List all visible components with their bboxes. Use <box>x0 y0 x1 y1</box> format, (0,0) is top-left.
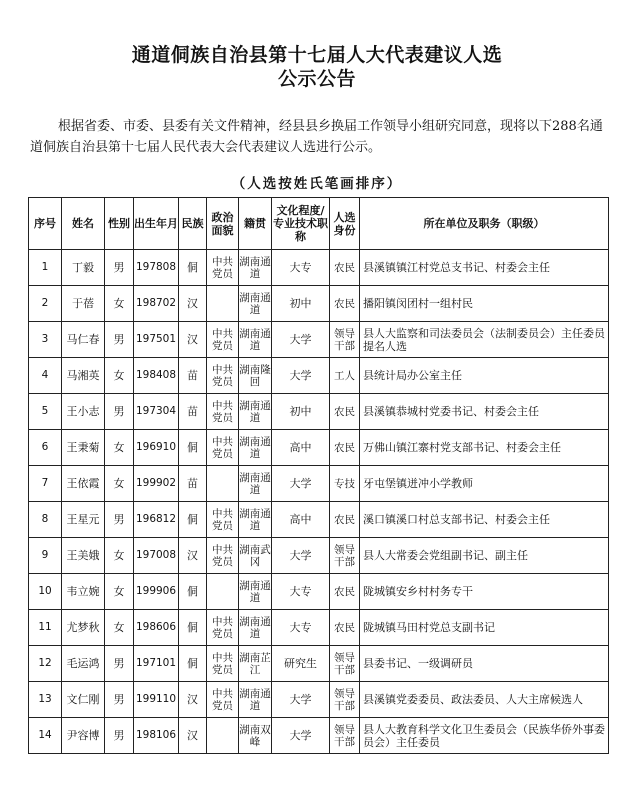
cell-name: 马湘英 <box>62 358 105 394</box>
cell-identity: 农民 <box>330 502 360 538</box>
cell-birth: 199902 <box>134 466 179 502</box>
sort-note: （人选按姓氏笔画排序） <box>231 176 403 192</box>
cell-education: 高中 <box>272 430 330 466</box>
cell-identity: 农民 <box>330 610 360 646</box>
cell-gender: 女 <box>105 574 134 610</box>
header-party: 政治面貌 <box>207 198 239 250</box>
cell-position: 县人大监察和司法委员会（法制委员会）主任委员提名人选 <box>360 322 609 358</box>
cell-ethnic: 苗 <box>179 358 207 394</box>
cell-position: 县溪镇镇江村党总支书记、村委会主任 <box>360 250 609 286</box>
cell-origin: 湖南武冈 <box>239 538 272 574</box>
header-no: 序号 <box>29 198 62 250</box>
cell-identity: 农民 <box>330 430 360 466</box>
cell-party: 中共党员 <box>207 322 239 358</box>
table-row <box>29 358 609 394</box>
cell-birth: 196910 <box>134 430 179 466</box>
table-row <box>29 322 609 358</box>
cell-no: 11 <box>29 610 62 646</box>
header-education: 文化程度/专业技术职称 <box>272 198 330 250</box>
cell-origin: 湖南双峰 <box>239 718 272 754</box>
cell-position: 溪口镇溪口村总支部书记、村委会主任 <box>360 502 609 538</box>
cell-gender: 女 <box>105 358 134 394</box>
cell-ethnic: 汉 <box>179 322 207 358</box>
cell-origin: 湖南通道 <box>239 682 272 718</box>
table-row <box>29 502 609 538</box>
cell-no: 9 <box>29 538 62 574</box>
table-row <box>29 718 609 754</box>
cell-party <box>207 574 239 610</box>
cell-birth: 199906 <box>134 574 179 610</box>
cell-name: 王秉菊 <box>62 430 105 466</box>
cell-birth: 198408 <box>134 358 179 394</box>
table-row <box>29 466 609 502</box>
cell-no: 14 <box>29 718 62 754</box>
cell-gender: 男 <box>105 682 134 718</box>
cell-birth: 197808 <box>134 250 179 286</box>
header-name: 姓名 <box>62 198 105 250</box>
cell-identity: 农民 <box>330 574 360 610</box>
table-row <box>29 286 609 322</box>
cell-origin: 湖南芷江 <box>239 646 272 682</box>
candidate-table <box>28 197 609 754</box>
cell-party <box>207 466 239 502</box>
cell-education: 大学 <box>272 718 330 754</box>
cell-party: 中共党员 <box>207 646 239 682</box>
cell-identity: 领导干部 <box>330 322 360 358</box>
cell-no: 5 <box>29 394 62 430</box>
cell-position: 县委书记、一级调研员 <box>360 646 609 682</box>
cell-identity: 领导干部 <box>330 538 360 574</box>
cell-party: 中共党员 <box>207 430 239 466</box>
cell-name: 丁毅 <box>62 250 105 286</box>
header-position: 所在单位及职务（职级） <box>360 198 609 250</box>
cell-birth: 197008 <box>134 538 179 574</box>
table-row <box>29 430 609 466</box>
cell-education: 高中 <box>272 502 330 538</box>
cell-no: 7 <box>29 466 62 502</box>
cell-gender: 女 <box>105 430 134 466</box>
cell-position: 县溪镇党委委员、政法委员、人大主席候选人 <box>360 682 609 718</box>
cell-ethnic: 汉 <box>179 538 207 574</box>
table-row <box>29 250 609 286</box>
cell-origin: 湖南通道 <box>239 322 272 358</box>
cell-ethnic: 汉 <box>179 286 207 322</box>
cell-name: 王依霞 <box>62 466 105 502</box>
cell-position: 县统计局办公室主任 <box>360 358 609 394</box>
cell-origin: 湖南通道 <box>239 466 272 502</box>
cell-education: 研究生 <box>272 646 330 682</box>
cell-name: 马仁春 <box>62 322 105 358</box>
cell-ethnic: 侗 <box>179 502 207 538</box>
cell-name: 王美娥 <box>62 538 105 574</box>
cell-position: 牙屯堡镇迸冲小学教师 <box>360 466 609 502</box>
cell-birth: 198106 <box>134 718 179 754</box>
cell-origin: 湖南通道 <box>239 286 272 322</box>
cell-birth: 197501 <box>134 322 179 358</box>
cell-no: 3 <box>29 322 62 358</box>
cell-ethnic: 侗 <box>179 574 207 610</box>
cell-education: 大专 <box>272 250 330 286</box>
header-ethnic: 民族 <box>179 198 207 250</box>
cell-position: 陇城镇安乡村村务专干 <box>360 574 609 610</box>
page-title: 通道侗族自治县第十七届人大代表建议人选 <box>131 44 503 66</box>
cell-ethnic: 侗 <box>179 646 207 682</box>
cell-name: 于蓓 <box>62 286 105 322</box>
cell-no: 12 <box>29 646 62 682</box>
cell-origin: 湖南隆回 <box>239 358 272 394</box>
cell-name: 毛运鸿 <box>62 646 105 682</box>
cell-no: 2 <box>29 286 62 322</box>
cell-identity: 农民 <box>330 286 360 322</box>
cell-gender: 女 <box>105 286 134 322</box>
intro-text: 根据省委、市委、县委有关文件精神，经县县乡换届工作领导小组研究同意，现将以下288名通道侗族自治县第十七届人民代表大会代表建议人选进行公示。 <box>30 119 603 155</box>
cell-position: 县溪镇恭城村党委书记、村委会主任 <box>360 394 609 430</box>
cell-position: 万佛山镇江寨村党支部书记、村委会主任 <box>360 430 609 466</box>
table-row <box>29 538 609 574</box>
cell-party: 中共党员 <box>207 502 239 538</box>
cell-gender: 女 <box>105 466 134 502</box>
cell-identity: 领导干部 <box>330 718 360 754</box>
header-birth: 出生年月 <box>134 198 179 250</box>
cell-party <box>207 718 239 754</box>
cell-gender: 女 <box>105 538 134 574</box>
cell-party: 中共党员 <box>207 250 239 286</box>
cell-ethnic: 侗 <box>179 430 207 466</box>
cell-no: 4 <box>29 358 62 394</box>
cell-gender: 男 <box>105 646 134 682</box>
cell-name: 文仁刚 <box>62 682 105 718</box>
table-row <box>29 574 609 610</box>
cell-identity: 农民 <box>330 250 360 286</box>
cell-party: 中共党员 <box>207 394 239 430</box>
cell-gender: 男 <box>105 250 134 286</box>
cell-name: 尤梦秋 <box>62 610 105 646</box>
cell-birth: 197304 <box>134 394 179 430</box>
cell-gender: 女 <box>105 610 134 646</box>
cell-identity: 专技 <box>330 466 360 502</box>
cell-origin: 湖南通道 <box>239 502 272 538</box>
cell-gender: 男 <box>105 394 134 430</box>
cell-no: 8 <box>29 502 62 538</box>
cell-name: 王星元 <box>62 502 105 538</box>
header-gender: 性别 <box>105 198 134 250</box>
cell-no: 13 <box>29 682 62 718</box>
cell-birth: 198606 <box>134 610 179 646</box>
cell-ethnic: 苗 <box>179 394 207 430</box>
cell-gender: 男 <box>105 502 134 538</box>
cell-identity: 领导干部 <box>330 646 360 682</box>
cell-position: 县人大教育科学文化卫生委员会（民族华侨外事委员会）主任委员 <box>360 718 609 754</box>
cell-birth: 196812 <box>134 502 179 538</box>
cell-party: 中共党员 <box>207 358 239 394</box>
header-identity: 人选身份 <box>330 198 360 250</box>
cell-birth: 199110 <box>134 682 179 718</box>
table-row <box>29 394 609 430</box>
cell-birth: 197101 <box>134 646 179 682</box>
cell-education: 大学 <box>272 538 330 574</box>
cell-origin: 湖南通道 <box>239 610 272 646</box>
cell-ethnic: 苗 <box>179 466 207 502</box>
cell-education: 大学 <box>272 466 330 502</box>
cell-education: 初中 <box>272 286 330 322</box>
cell-name: 韦立婉 <box>62 574 105 610</box>
table-row <box>29 610 609 646</box>
cell-position: 县人大常委会党组副书记、副主任 <box>360 538 609 574</box>
cell-identity: 工人 <box>330 358 360 394</box>
cell-origin: 湖南通道 <box>239 574 272 610</box>
cell-ethnic: 侗 <box>179 610 207 646</box>
page-subtitle-notice: 公示公告 <box>277 68 356 90</box>
cell-position: 播阳镇闵团村一组村民 <box>360 286 609 322</box>
cell-identity: 农民 <box>330 394 360 430</box>
cell-ethnic: 侗 <box>179 250 207 286</box>
table-header-row <box>29 198 609 250</box>
cell-no: 6 <box>29 430 62 466</box>
table-row <box>29 646 609 682</box>
cell-ethnic: 汉 <box>179 718 207 754</box>
cell-name: 王小志 <box>62 394 105 430</box>
cell-name: 尹容博 <box>62 718 105 754</box>
cell-origin: 湖南通道 <box>239 250 272 286</box>
cell-education: 大学 <box>272 682 330 718</box>
cell-education: 大专 <box>272 574 330 610</box>
cell-education: 大专 <box>272 610 330 646</box>
cell-identity: 领导干部 <box>330 682 360 718</box>
cell-origin: 湖南通道 <box>239 430 272 466</box>
cell-party: 中共党员 <box>207 682 239 718</box>
cell-party <box>207 286 239 322</box>
cell-birth: 198702 <box>134 286 179 322</box>
cell-no: 1 <box>29 250 62 286</box>
cell-education: 大学 <box>272 358 330 394</box>
cell-gender: 男 <box>105 718 134 754</box>
cell-party: 中共党员 <box>207 538 239 574</box>
header-origin: 籍贯 <box>239 198 272 250</box>
cell-origin: 湖南通道 <box>239 394 272 430</box>
cell-party: 中共党员 <box>207 610 239 646</box>
cell-ethnic: 汉 <box>179 682 207 718</box>
cell-education: 初中 <box>272 394 330 430</box>
cell-no: 10 <box>29 574 62 610</box>
cell-position: 陇城镇马田村党总支副书记 <box>360 610 609 646</box>
table-row <box>29 682 609 718</box>
cell-gender: 男 <box>105 322 134 358</box>
intro-paragraph <box>30 116 610 158</box>
cell-education: 大学 <box>272 322 330 358</box>
